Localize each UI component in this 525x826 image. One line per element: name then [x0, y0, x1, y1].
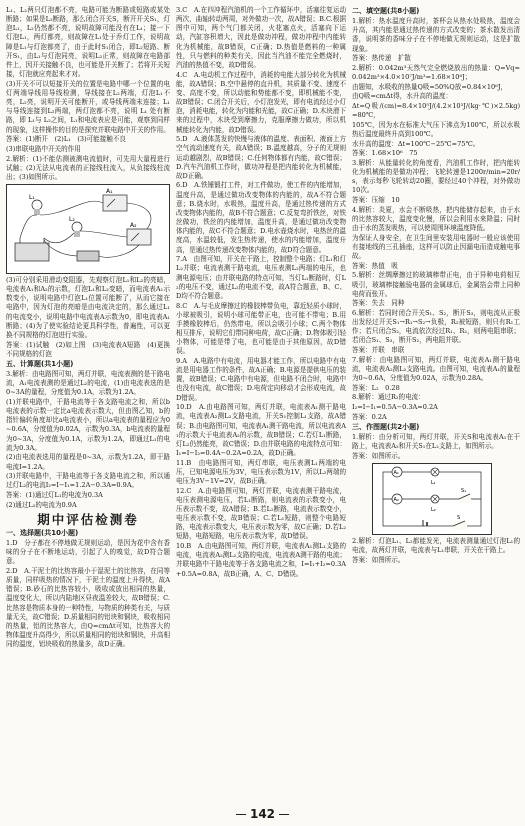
paragraph: 3.解析：由电路图可知，两灯并联，电流表测的是干路电流，A₁电流表测的是通过L₂的电流，(1)由电流表选的是0~3A的量程，分度值为0.1A，示数为1.2A。 — [6, 370, 170, 397]
page-number-dash-right — [279, 814, 289, 815]
answer-line: (3)串联电路中开关的作用 — [6, 144, 81, 153]
answer-line: 答案：1.68×10⁶ 75 — [352, 149, 418, 158]
answer-line: 答案：(1)试触 (2)如上图 (3)电流表A短路 (4)更换不同规格的灯泡 — [6, 340, 170, 358]
paragraph: 9.A A.电路中有电流，用电器才能工作，所以电路中有电流是用电器工作的条件，故A正确；B.电源是提供电压的装置，故B错误；C.电路中有电源，但电路不闭合时，电路中也没有电流，故C错误；D.电荷定向移动才会形成电流，故D错误。 — [176, 356, 346, 402]
paragraph: 5.D A.液体蒸发的快慢与液体的温度、表面积、液面上方空气流动速度有关，故A错误；B.温度越高，分子的无规则运动越剧烈，故B错误；C.任何物体都有内能，故C错误；D.汽车汽油机工作时，做功冲程是把内能转化为机械能，故D正确。 — [176, 135, 346, 180]
lamp-l2-label: L₂ — [431, 507, 436, 513]
paragraph: 12.C A.由电路图可知，两灯并联，电流表测干路电流，电压表测电源电压，若L₁断路，则电流表的示数变小，电压表示数不变，故A错误；B.若L₂断路，电流表示数变小，电压表示数不变，故B错误；C.若L₁短路，则整个电路短路，电流表示数变大，电压表示数为零，故C正确；D.若L₂短路，电路短路，电压表示数为零，故D错误。 — [176, 486, 346, 541]
section-heading-calc: 五、计算题(共1小题) — [6, 359, 74, 368]
paragraph: 8.解析：通过R₂的电流： — [352, 393, 425, 402]
answer-line: 答案：0.2A — [352, 412, 387, 421]
formula-line: I₂=I−I₁=0.5A−0.3A=0.2A — [352, 403, 438, 412]
col1-top-paras — [6, 6, 170, 182]
formula-line: Δt=Q吸/(cm)=8.4×10⁵J/(4.2×10³J/(kg·℃)×2.5kg)=80℃， — [352, 102, 520, 120]
circuit-figure-1 — [6, 184, 170, 274]
column-3 — [352, 6, 520, 806]
switch-s1-label: S₁ — [461, 488, 467, 494]
paragraph: 2.解析：0.042m³天然气完全燃烧放出的热量：Q=Vq=0.042m³×4.0×10⁷J/m³=1.68×10⁶J； — [352, 63, 520, 82]
col1-bottom-paras — [6, 276, 170, 359]
paragraph: 10.D A.由电路图可知，两灯并联，电流表A₁测干路电流，电流表A₂测L₂支路电流，开关S₁控制L₁支路，故A错误；B.由电路图可知，电流表A₁测干路电流，所以电流表A₁的示数大于电流表A₂的示数，故B错误；C.若灯L₁断路，灯L₂仍然能亮，故C错误；D.由并联电路的电流特点可知：I₁=I−I₂=0.4A−0.2A=0.2A，故D正确。 — [176, 403, 346, 457]
answer-line: 答案：(1)断开 (2)L₁ (3)可能接触不良 — [6, 135, 126, 144]
answer-line: 答案：热传递 扩散 — [352, 54, 411, 63]
ammeter-a2-label: A₂ — [130, 221, 137, 229]
col1-choice-paras — [6, 539, 170, 649]
section-heading-draw: 三、作图题(共2小题) — [352, 422, 420, 431]
paragraph: 7.解析：由电路图可知，两灯并联，电流表A₁测干路电流，电流表A₂测L₂支路电流。由图可知，电流表A₁的量程为0~0.6A，分度值为0.02A，示数为0.28A。 — [352, 355, 520, 383]
answer-line: 答案：热值 吸 — [352, 261, 398, 270]
answer-line: 答案：(1)通过灯L₁的电流为0.3A — [6, 491, 103, 500]
paragraph: 2.解析：(1)不能估测被测电流值时，可先用大量程进行试触；(2)无法从电流表的正接线柱流入，从负接线柱流出；(3)如图所示。 — [6, 154, 170, 181]
paragraph: 5.解析：丝绸摩擦过的玻璃棒带正电，由于异种电荷相互吸引，玻璃棒接触验电器的金属球后，金属箔会带上同种电荷而张开。 — [352, 271, 520, 298]
paragraph: 1.D 分子都在不停地做无规则运动，是因为花中含有香味的分子在不断地运动，引起了人的嗅觉，故D符合题意。 — [6, 539, 170, 566]
paragraph: 2.解析：灯泡L₁、L₂都能发光，电流表测量通过灯泡L₁的电流，故两灯并联，电流表与L₁串联，开关在干路上。 — [352, 537, 520, 555]
paragraph: 8.C A.与毛皮摩擦过的橡胶棒带负电，靠近轻质小球时，小球被吸引，说明小球可能带正电，也可能不带电；B.用手摸橡胶棒后，仍然带电，所以会吸引小球；C.两个物体相互排斥，说明它们带同种电荷，故C正确；D.物体吸引轻小物体，可能是带了电，也可能是由于其他原因，故D错误。 — [176, 301, 346, 356]
ammeter-a2-label: A₂ — [393, 497, 399, 503]
answer-line: 答案：压缩 10 — [352, 196, 400, 205]
paragraph: 7.A 由图可知，开关在干路上，控制整个电路；灯L₁和灯L₂并联；电流表测干路电流，电压表测L₂两端的电压，也测电源电压；由并联电路的特点可知，当灯L₁断路时，灯L₂的电压不变，通过L₂的电流不变，故A符合题意，B、C、D均不符合题意。 — [176, 255, 346, 300]
paragraph: L₁、L₂两只灯泡都不亮，电路可能为断路或短路或某处断路；如果是L₂断路，那么闭合开关S，断开开关S₁，灯泡L₁，L₂仍然都不亮，说明故障可能没有在L₁；接一下灯泡L₁，两灯都亮，则故障在L₁处于乔灯工作，说明故障是L₁与灯泡都亮了，由于此时S₁闭合，即L₂短路、断开S₁，由L₁与灯泡同亮，说明L₂正常，则故障在电路部件上，因开关接触不良，也可能是开关断了；若将开关短接，灯泡就应亮起来才对。 — [6, 6, 170, 79]
page-number — [0, 807, 525, 821]
page-number-dash-left — [236, 814, 246, 815]
paragraph: 4.C A.电动机工作过程中，消耗的电能大部分转化为机械能，故A错误；B.空中悬停的直升机，其质量不变、速度不变、高度不变，所以动能和势能都不变，即机械能不变，故B错误；C.闭合开关后，小灯泡发光，即有电流经过小灯泡，消耗电能，转化为内能和光能，故C正确；D.木块滑下来的过程中，木块受到摩擦力，克服摩擦力做功，所以机械能转化为内能，故D错误。 — [176, 70, 346, 134]
switch-s-label: S — [457, 515, 461, 521]
answer-line: 答案：L₂ 0.28 — [352, 383, 400, 392]
answer-line: 答案：如图所示。 — [352, 451, 405, 460]
paragraph: 11.B 由电路图可知，两灯串联，电压表测L₁两端的电压，已知电源电压为3V，电压表示数为1V，所以L₂两端的电压为3V−1V=2V，故B正确。 — [176, 458, 346, 485]
paragraph: (1)并联电路中，干路电流等于各支路电流之和，所以b电流表的示数一定比a电流表示数大，但由图乙知，b的指针偏转角度却比a电流表小，所以a电流表的量程应为0~0.6A，分度值为0.02A，示数为0.3A，b电流表的量程为0~3A，分度值为0.1A，示数为1.2A，即通过L₁的电流为0.3A。 — [6, 398, 170, 452]
paragraph: 4.解析：炎夏，水会不断吸热，把内能储存起来，由于水的比热容较大，温度变化慢，所以会利用水来降温；同时由于水的蒸发吸热，可以使周围环境温度降低。 — [352, 205, 520, 233]
lamp-l1-label: L₁ — [29, 193, 35, 201]
answer-line: 答案：失去 同种 — [352, 299, 405, 308]
paragraph: 105℃，因为水在标准大气压下沸点为100℃，所以水吸热后温度最终升高到100℃。 — [352, 120, 520, 139]
column-2 — [176, 6, 346, 806]
paragraph: (3)可分别采用滑动变阻器，先观察灯泡L₁和L₂的亮暗，电流表A₁和A₂的示数，灯泡L₁和L₂变暗，而电流表A₁示数变小，说明电路中灯泡L₁位置可能断了，从而它接在电路中，因为灯泡的亮暗是由电流决定的，那么通过L₁的电流变小，说明电路中电流表A示数为0，即电流表A₁断路；(4)为了使实验结论更具科学性，普遍性，可以更换不同规格的灯泡进行实验。 — [6, 275, 170, 339]
lamp-l1-label: L₁ — [431, 480, 436, 486]
paragraph: 6.解析：若同时闭合开关S₁、S₂，断开S₃，则电流从正极出发经过开关S₁→R₁→S₂→负极，R₂被短路，则只有R₁工作；若只闭合S₂，电流依次经过R₁、R₂，则两电阻串联；若闭合S₁、S₃，断开S₂，两电阻并联。 — [352, 309, 520, 345]
ammeter-a1-label: A₁ — [106, 187, 113, 195]
paragraph: 由题知，水吸收的热量Q吸=50%Q放=0.84×10⁶J， — [352, 82, 508, 91]
paragraph: 3.C A.在四冲程汽油机的一个工作循环中，活塞往复运动两次，曲轴转动两周，对外做功一次，故A错误；B.C.根据图中可知，两个气门都关闭，火花塞点火，活塞向下运动，汽缸容积增大，因此是做功冲程，做功冲程中内能转化为机械能，故B错误，C正确；D.热值是燃料的一种属性，只与燃料的种类有关，因此当汽油不能完全燃烧时，汽油的热值不变，故D错误。 — [176, 6, 346, 69]
paragraph: 1.解析：由分析可知，两灯并联，开关S和电流表A₁在干路上，电流表A₂和开关S₁在L₂支路上，如图所示。 — [352, 433, 520, 451]
answer-line: 答案：并联 串联 — [352, 346, 405, 355]
exam-title: 期中评估检测卷 — [37, 511, 139, 527]
paragraph: 为保证人身安全，在卫生间里安装用电器时一般应该使用有接地线的三孔插座，这样可以防止因漏电而造成触电事故。 — [352, 233, 520, 261]
circuit-diagram-answer — [372, 463, 492, 535]
paragraph: 3.解析：从能量转化的角度看，汽油机工作时，把内能转化为机械能的是做功冲程；飞轮转速是1200r/min=20r/s，表示每秒飞轮转动20圈，要经过40个冲程，对外做功10次。 — [352, 159, 520, 195]
page-number-text: 142 — [249, 807, 276, 821]
paragraph: 2.D A.干泥土的比热容最小于湿泥土的比热容，在同等质量，同样吸热的情况下，干泥土的温度上升得快，故A错误；B.砂石的比热容较小，吸收或放出相同的热量，温度变化大，所以内陆地区昼夜温差较大，故B错误；C.比热容是物质本身的一种特性，与物质的种类有关，与质量无关，故C错误；D.质量相同的铝块和铜块，吸收相同的热量，铝的比热容大，由Q=cmΔt可知，比热容大的物体温度升高得少，所以质量相同的铝块和铜块，升高相同的温度，铝块吸收的热量多，故D正确。 — [6, 567, 170, 649]
paragraph: 10.B A.由电路图可知，两灯并联，电流表A₁测L₁支路的电流，电流表A₂测L₂支路的电流，电流表A测干路的电流；并联电路中干路电流等于各支路电流之和，I=I₁+I₂=0.3A+0.5A=0.8A，故B正确，A、C、D错误。 — [176, 542, 346, 578]
paragraph: (2)由电流表选用的量程是0~3A，示数为1.2A，即干路电流I=1.2A。 — [6, 453, 170, 471]
answer-line: 答案：如图所示。 — [352, 555, 405, 564]
paragraph: (3)并联电路中，干路电流等于各支路电流之和，所以通过灯L₂的电流I₂=I−I₁=1.2A−0.3A=0.9A。 — [6, 472, 170, 490]
paragraph: 6.D A.铁锤锻打工件，对工件做功，使工件的内能增加，温度升高，是通过做功改变物体的内能的，故A不符合题意；B.烧水时，水吸热，温度升高，是通过热传递的方式改变物体内能的，故B不符合题意；C.反复弯折铁丝，对铁丝做功，铁丝的内能增加，温度升高，是通过做功改变物体内能的，故C不符合题意；D.电水壶烧水时，电热丝的温度高，水温较低，发生热传递，使水的内能增加，温度升高，是通过热传递改变物体内能的，故D符合题意。 — [176, 181, 346, 254]
paragraph: 1.解析：热水温度升高时，茶杯会从热水处吸热，温度会升高，其内能是通过热传递的方式改变的；茶水散发出清香，说明茶的香味分子在不停地做无规则运动，这是扩散现象。 — [352, 17, 520, 53]
paragraph: 由Q吸=cmΔt得，水升高的温度： — [352, 92, 453, 101]
paragraph: 水升高的温度：Δt=100℃−25℃=75℃。 — [352, 139, 480, 148]
ammeter-a1-label: A₁ — [393, 470, 399, 476]
section-heading-fill: 二、填空题(共8小题) — [352, 7, 420, 15]
paragraph: (3)开关不可以短接开关的位置是电路中哪一个位置的电灯两端导线用导线检测，导线接在L₂两端，灯泡L₁不亮，L₂亮，说明开关可能断开，或导线两端未连接；L₁与导线连接到L₂两端，两灯泡都不亮，说明 L₁ 处有断路，即 L₁与 L₂之间，L₁和电流表应是可能，观察到同样的现象，这样操作的目的是探究并联电路中开关的作用。 — [6, 79, 170, 134]
column-1 — [6, 6, 170, 806]
section-heading-choice: 一、选择题(共10小题) — [6, 528, 79, 537]
lamp-l2-label: L₂ — [69, 215, 75, 223]
col1-calc-paras — [6, 370, 170, 510]
answer-line: (2)通过L₂的电流为0.9A — [6, 500, 77, 509]
